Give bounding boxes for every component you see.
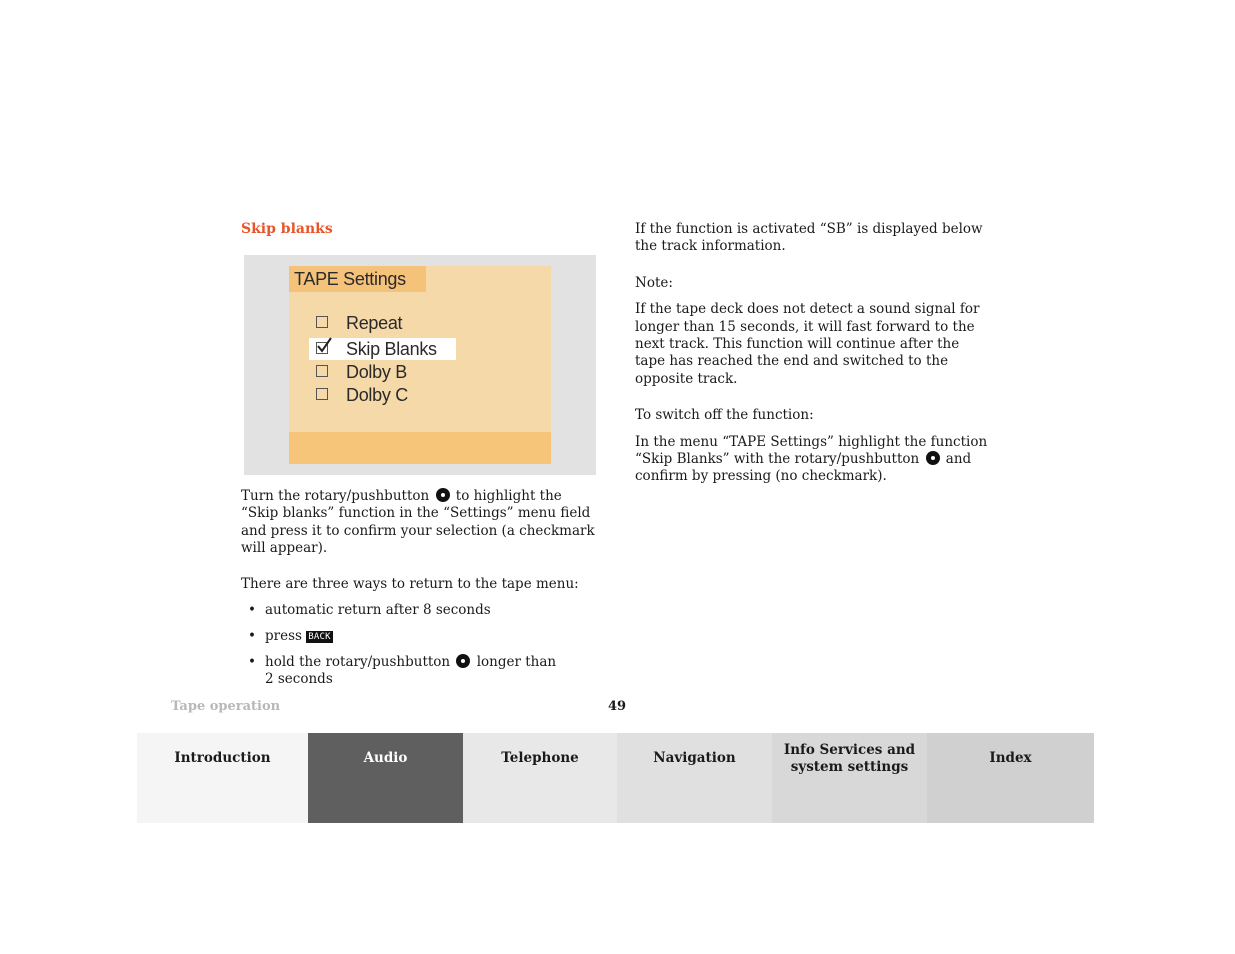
panel-title: TAPE Settings bbox=[289, 266, 426, 292]
option-dolby-c bbox=[314, 384, 494, 406]
list-item bbox=[241, 654, 601, 689]
text: and confirm by pressing (no checkmark). bbox=[635, 451, 972, 485]
tab-telephone[interactable] bbox=[463, 733, 617, 823]
text: hold the rotary/pushbutton bbox=[265, 654, 451, 671]
tab-label: Info Services and system settings bbox=[783, 742, 916, 775]
option-dolby-b bbox=[314, 361, 494, 383]
note-label: Note: bbox=[635, 274, 673, 291]
option-label: Dolby C bbox=[346, 385, 408, 405]
rotary-pushbutton-icon bbox=[926, 451, 940, 465]
panel-footer-bar bbox=[289, 432, 551, 464]
text: automatic return after 8 seconds bbox=[265, 602, 491, 619]
tab-label: Index bbox=[989, 750, 1032, 766]
option-label: Dolby B bbox=[346, 362, 407, 382]
text: Turn the rotary/pushbutton bbox=[241, 488, 430, 504]
option-label: Skip Blanks bbox=[346, 339, 437, 359]
switch-off-heading: To switch off the function: bbox=[635, 407, 814, 424]
switch-off-paragraph bbox=[635, 434, 990, 486]
rotary-pushbutton-icon bbox=[436, 488, 450, 502]
tab-info-services[interactable] bbox=[772, 733, 927, 823]
back-key-icon: BACK bbox=[308, 632, 331, 643]
text: In the menu “TAPE Settings” highlight the function “Skip Blanks” with the rotary/pushbutton bbox=[635, 433, 988, 468]
tab-audio[interactable] bbox=[308, 733, 463, 823]
right-column bbox=[635, 221, 990, 486]
return-options-list bbox=[241, 602, 601, 689]
page-number: 49 bbox=[608, 699, 627, 714]
chapter-nav bbox=[137, 733, 1094, 823]
option-skip-blanks bbox=[309, 338, 456, 360]
checkbox-icon bbox=[316, 316, 328, 328]
option-label: Repeat bbox=[346, 313, 403, 333]
option-repeat bbox=[314, 312, 494, 334]
instruction-paragraph bbox=[241, 488, 601, 558]
footer-section-title: Tape operation bbox=[171, 699, 281, 714]
tab-index[interactable] bbox=[927, 733, 1094, 823]
left-column bbox=[241, 488, 601, 697]
text: longer than bbox=[476, 654, 557, 671]
list-item bbox=[241, 602, 601, 619]
tab-label: Audio bbox=[363, 750, 408, 766]
checkbox-icon bbox=[316, 388, 328, 400]
text: 2 seconds bbox=[265, 671, 333, 688]
checkmark-icon bbox=[316, 337, 332, 355]
rotary-pushbutton-icon bbox=[456, 654, 470, 668]
text: to highlight the “Skip blanks” function in the “Settings” menu field and press it to confirm your selection (a checkmark will appear). bbox=[241, 488, 595, 557]
text: press bbox=[265, 628, 302, 645]
checkbox-icon bbox=[316, 365, 328, 377]
tab-navigation[interactable] bbox=[617, 733, 772, 823]
tab-label: Navigation bbox=[653, 750, 736, 766]
note-paragraph: If the tape deck does not detect a sound signal for longer than 15 seconds, it will fast forward to the next track. This function will continue after the tape has reached the end and switched to the opposite track. bbox=[635, 301, 980, 387]
list-item bbox=[241, 628, 601, 645]
tab-introduction[interactable] bbox=[137, 733, 308, 823]
activation-paragraph: If the function is activated “SB” is displayed below the track information. bbox=[635, 221, 983, 255]
checked-checkbox-icon bbox=[316, 342, 328, 354]
tab-label: Telephone bbox=[501, 750, 579, 766]
tape-settings-panel bbox=[289, 266, 551, 464]
tab-label: Introduction bbox=[174, 750, 271, 766]
section-heading: Skip blanks bbox=[241, 221, 333, 237]
return-intro: There are three ways to return to the tape menu: bbox=[241, 575, 579, 592]
